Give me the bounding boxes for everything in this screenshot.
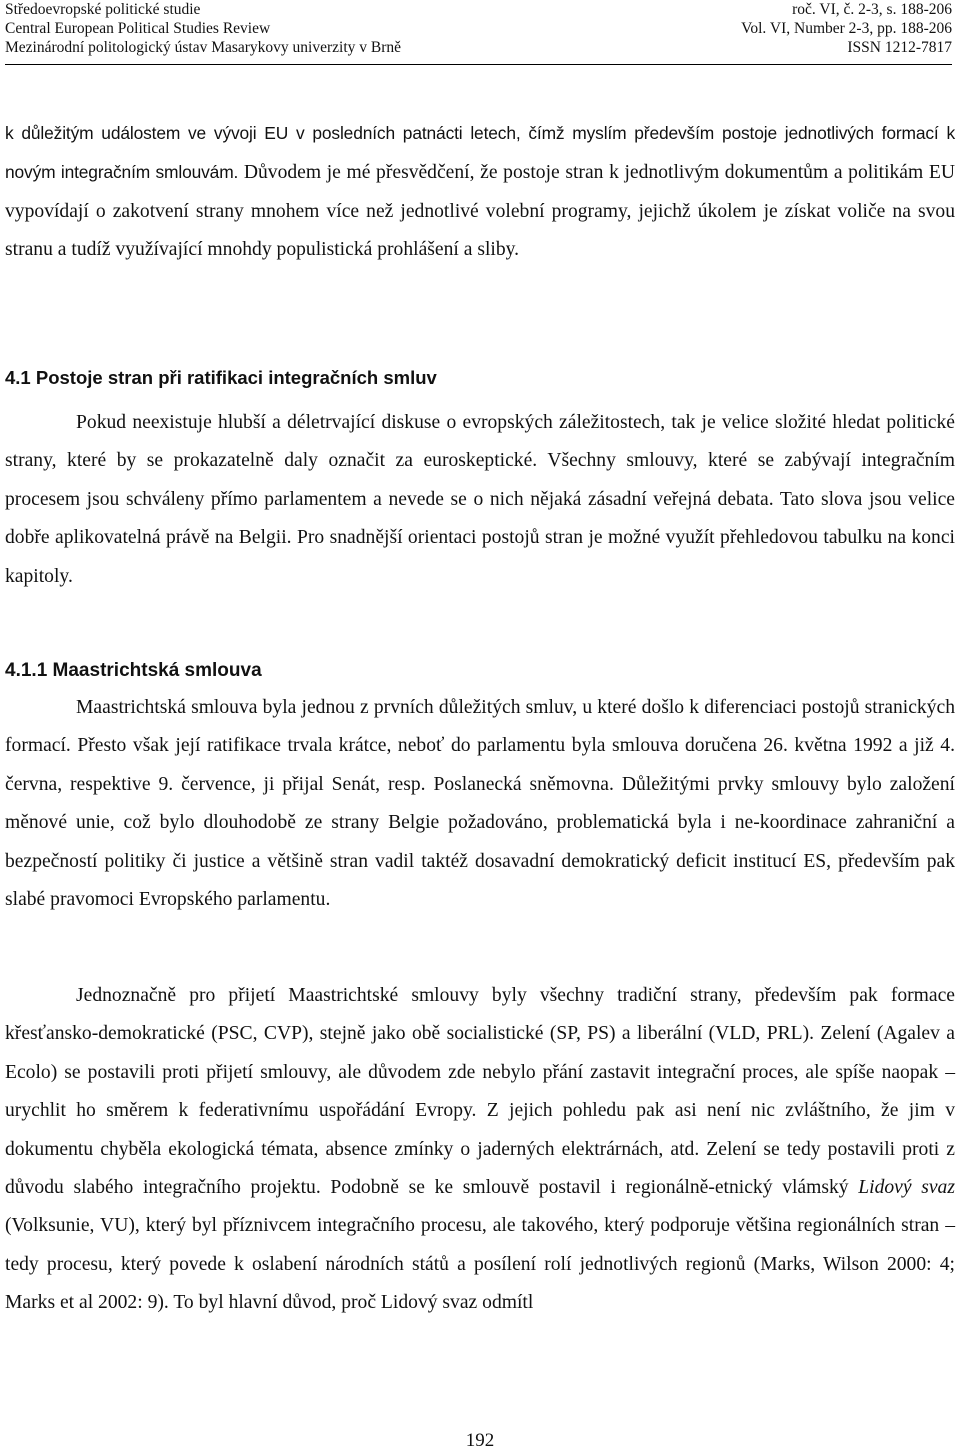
section-4-1-paragraph: Pokud neexistuje hlubší a déletrvající diskuse o evropských záležitostech, tak je velice složité hledat politické strany, které by se prokazatelně daly označit za euroskeptické. Všechny smlouvy, které se zabývají integračním procesem jsou schváleny přímo parlamentem a nevede se o nich nějaká zásadní veřejná debata. Tato slova jsou velice dobře aplikovatelná právě na Belgii. Pro snadnější orientaci postojů stran je možné využít přehledovou tabulku na konci kapitoly. (5, 412, 955, 587)
paragraph-lead: k důležitým událostem ve vývoji EU v posledních patnácti letech, čímž myslím především postoje jednotlivých formací k novým integračním smlouvám. (5, 123, 955, 183)
volume-cz: roč. VI, č. 2-3, s. 188-206 (792, 1, 952, 18)
paragraph-continuation (5, 114, 955, 270)
paragraph-rest: Důvodem je mé přesvědčení, že postoje stran k jednotlivým dokumentům a politikám EU vypovídají o zakotvení strany mnohem více než jednotlivé volební programy, jejichž úkolem je získat voliče na svou stranu a tudíž využívající mnohdy populistická prohlášení a sliby. (5, 162, 955, 261)
section-heading-4-1: 4.1 Postoje stran při ratifikaci integračních smluv (5, 367, 437, 388)
issn: ISSN 1212-7817 (847, 39, 952, 56)
paragraph-text: Jednoznačně pro přijetí Maastrichtské smlouvy byly všechny tradiční strany, především pak formace křesťansko-demokratické (PSC, CVP), stejně jako obě socialistické (SP, PS) a liberální (VLD, PRL). Zelení (Agalev a Ecolo) se postavili proti přijetí smlouvy, ale důvodem zde nebylo přání zastavit integrační proces, ale spíše naopak – urychlit ho směrem k federativnímu uspořádání Evropy. Z jejich pohledu pak asi není nic zvláštního, že jim v dokumentu chyběla ekologická témata, absence zmínky o jaderných elektrárnách, atd. Zelení se tedy postavili proti z důvodu slabého integračního projektu. Podobně se ke smlouvě postavil i regionálně-etnický vlámský (5, 985, 955, 1199)
volume-en: Vol. VI, Number 2-3, pp. 188-206 (741, 20, 952, 37)
running-header (5, 0, 952, 65)
italic-party-name: Lidový svaz (858, 1177, 955, 1199)
publisher: Mezinárodní politologický ústav Masarykovy univerzity v Brně (5, 39, 402, 56)
page-number: 192 (465, 1430, 495, 1451)
journal-title-en: Central European Political Studies Review (5, 20, 271, 37)
section-4-1-1-paragraph-1: Maastrichtská smlouva byla jednou z prvních důležitých smluv, u které došlo k diferenciaci postojů stranických formací. Přesto však její ratifikace trvala krátce, neboť do parlamentu byla smlouva doručena 26. května 1992 a již 4. června, respektive 9. července, ji přijal Senát, resp. Poslanecká sněmovna. Důležitými prvky smlouvy bylo založení měnové unie, což bylo dlouhodobě ze strany Belgie požadováno, problematická byla i ne-koordinace zahraniční a bezpečností politiky či justice a většině stran vadil taktéž dosavadní demokratický deficit institucí ES, především pak slabé pravomoci Evropského parlamentu. (5, 697, 955, 911)
journal-title-cz: Středoevropské politické studie (5, 1, 201, 18)
paragraph-text-end: (Volksunie, VU), který byl příznivcem integračního procesu, ale takového, který podporuje většina regionálních stran – tedy procesu, který povede k oslabení národních států a posílení rolí jednotlivých regionů (Marks, Wilson 2000: 4; Marks et al 2002: 9). To byl hlavní důvod, proč Lidový svaz odmítl (5, 1215, 955, 1314)
header-right (741, 0, 952, 57)
section-4-1-1-paragraph-2 (5, 977, 955, 1323)
section-heading-4-1-1: 4.1.1 Maastrichtská smlouva (5, 660, 262, 681)
header-left (5, 0, 401, 57)
